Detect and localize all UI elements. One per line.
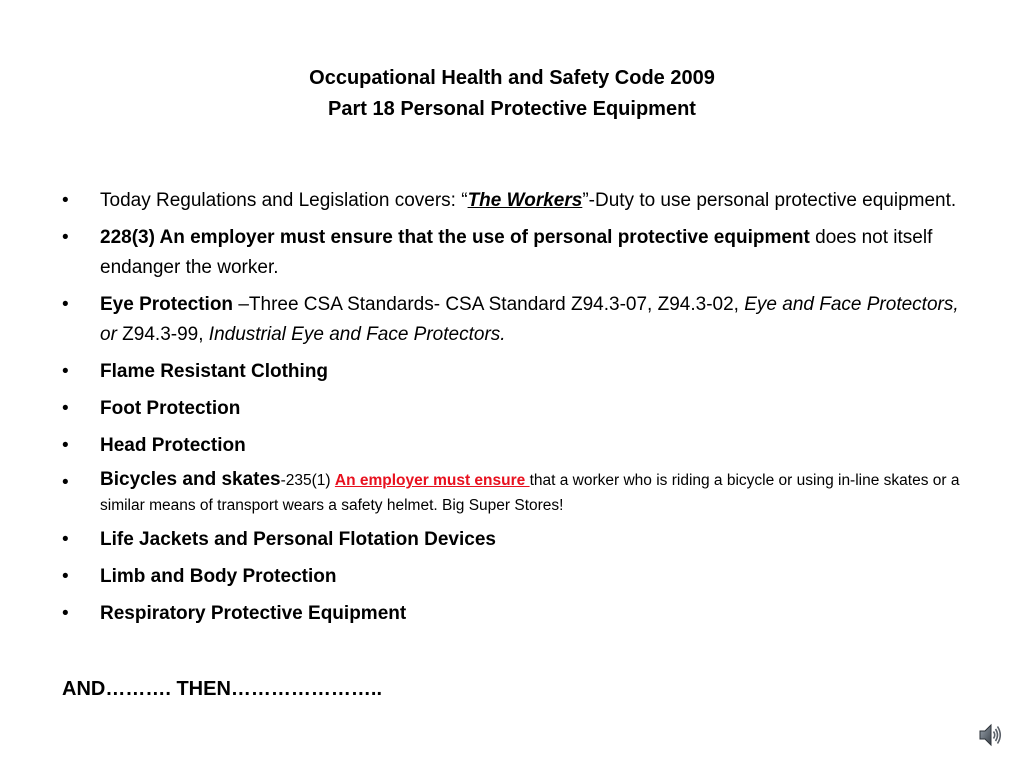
title-line-1: Occupational Health and Safety Code 2009 bbox=[309, 67, 715, 89]
bullet-bold-text: Bicycles and skates bbox=[100, 469, 281, 490]
bullet-glyph: • bbox=[62, 294, 69, 315]
bullet-glyph: • bbox=[62, 227, 69, 248]
bullet-italic-text: Industrial Eye and Face Protectors. bbox=[208, 324, 506, 345]
bullet-bold-text: Flame Resistant Clothing bbox=[100, 361, 329, 382]
bullet-flame-resistant bbox=[62, 357, 962, 387]
bullet-bold-text: Head Protection bbox=[100, 435, 246, 456]
bullet-bold-text: 228(3) An employer must ensure that the use of personal protective equipment bbox=[100, 227, 810, 248]
emphasis-the-workers: The Workers bbox=[467, 190, 583, 211]
bullet-eye-protection bbox=[62, 290, 962, 350]
bullet-glyph: • bbox=[62, 472, 69, 493]
bullet-respiratory bbox=[62, 599, 962, 629]
bullet-list bbox=[62, 186, 962, 636]
highlight-employer-must-ensure: An employer must ensure bbox=[334, 472, 530, 489]
speaker-icon-graphic bbox=[978, 722, 1002, 748]
bullet-text: –Three CSA Standards- CSA Standard Z94.3-07, Z94.3-02, bbox=[233, 294, 745, 315]
bullet-text: ”-Duty to use personal protective equipment. bbox=[582, 190, 957, 211]
bullet-life-jackets bbox=[62, 525, 962, 555]
bullet-foot-protection bbox=[62, 394, 962, 424]
bullet-bold-text: Foot Protection bbox=[100, 398, 241, 419]
bullet-bold-text: Eye Protection bbox=[100, 294, 234, 315]
bullet-head-protection bbox=[62, 431, 962, 461]
bullet-text: Today Regulations and Legislation covers: “ bbox=[100, 190, 468, 211]
closing-text: AND………. THEN………………….. bbox=[62, 678, 382, 700]
slide-title bbox=[0, 63, 1024, 125]
bullet-glyph: • bbox=[62, 361, 69, 382]
bullet-text: does not itself endanger the worker. bbox=[100, 227, 933, 278]
bullet-bold-text: Respiratory Protective Equipment bbox=[100, 603, 407, 624]
bullet-glyph: • bbox=[62, 190, 69, 211]
bullet-glyph: • bbox=[62, 603, 69, 624]
bullet-bold-text: Life Jackets and Personal Flotation Devices bbox=[100, 529, 496, 550]
bullet-glyph: • bbox=[62, 529, 69, 550]
bullet-text: that a worker who is riding a bicycle or using in-line skates or a similar means of transport wears a safety helmet. Big Super Stores! bbox=[100, 472, 960, 514]
bullet-glyph: • bbox=[62, 398, 69, 419]
bullet-bicycles-skates bbox=[62, 468, 962, 518]
speaker-icon[interactable] bbox=[978, 722, 1002, 748]
bullet-glyph: • bbox=[62, 566, 69, 587]
title-line-2: Part 18 Personal Protective Equipment bbox=[328, 98, 696, 120]
bullet-228-3 bbox=[62, 223, 962, 283]
bullet-text: Z94.3-99, bbox=[116, 324, 209, 345]
bullet-italic-text: Eye and Face Protectors, or bbox=[100, 294, 959, 345]
bullet-bold-text: Limb and Body Protection bbox=[100, 566, 337, 587]
bullet-glyph: • bbox=[62, 435, 69, 456]
bullet-duty-to-use bbox=[62, 186, 962, 216]
bullet-text: -235(1) bbox=[280, 472, 335, 489]
bullet-limb-body bbox=[62, 562, 962, 592]
